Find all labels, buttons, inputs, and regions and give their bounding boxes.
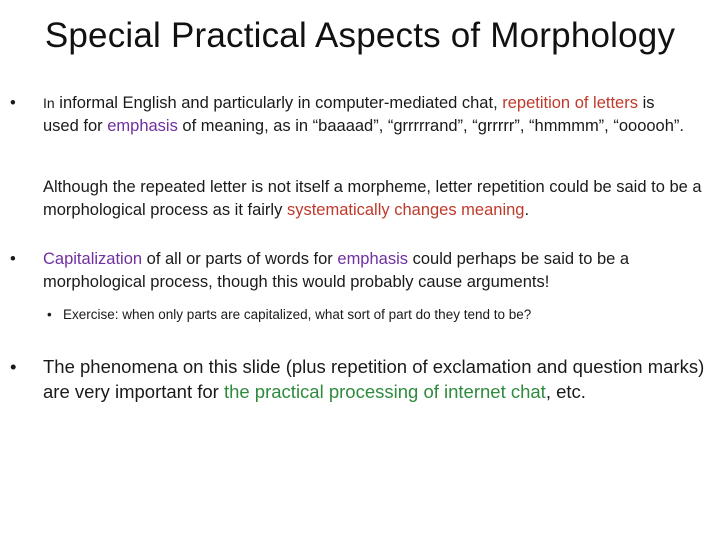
highlight-emphasis: emphasis (337, 250, 409, 268)
bullet-dot: • (10, 250, 16, 268)
highlight-changes-meaning: systematically changes meaning (286, 200, 525, 219)
highlight-internet-chat: the practical processing of internet chat (223, 381, 546, 402)
bullet-text (43, 248, 700, 293)
bullet-text (43, 354, 710, 404)
text-run: of all or parts of words for (142, 250, 338, 268)
bullet-text: Exercise: when only parts are capitalized, what sort of part do they tend to be? (63, 307, 532, 322)
bullet-capitalization (10, 248, 700, 293)
highlight-capitalization: Capitalization (43, 250, 143, 268)
slide-title: Special Practical Aspects of Morphology (44, 16, 676, 55)
text-run: , etc. (545, 381, 586, 402)
text-run: Although the repeated letter is not itself a morpheme, letter repetition could be said to be a morphological process as it fairly (43, 178, 702, 219)
bullet-phenomena (10, 354, 710, 404)
bullet-dot: • (10, 356, 17, 377)
paragraph-morpheme (43, 176, 703, 221)
text-run: informal English and particularly in computer-mediated chat, (54, 94, 503, 112)
sub-bullet-exercise (47, 306, 697, 324)
text-run: In (43, 95, 55, 111)
text-run: could perhaps be said to be a morphological process, though this would probably cause arguments! (43, 250, 630, 291)
text-run: . (524, 200, 530, 219)
bullet-dot: • (10, 94, 16, 112)
highlight-emphasis: emphasis (107, 116, 178, 135)
text-run: of meaning, as in “baaaad”, “grrrrrand”, “grrrrr”, “hmmmm”, “oooooh”. (177, 116, 684, 135)
bullet-dot: • (47, 307, 52, 322)
text-run: is used for (43, 94, 655, 135)
highlight-repetition: repetition of letters (502, 94, 638, 112)
bullet-repetition (10, 92, 690, 137)
bullet-text (43, 92, 690, 137)
text-run: The phenomena on this slide (plus repetition of exclamation and question marks) are very important for (43, 356, 705, 402)
